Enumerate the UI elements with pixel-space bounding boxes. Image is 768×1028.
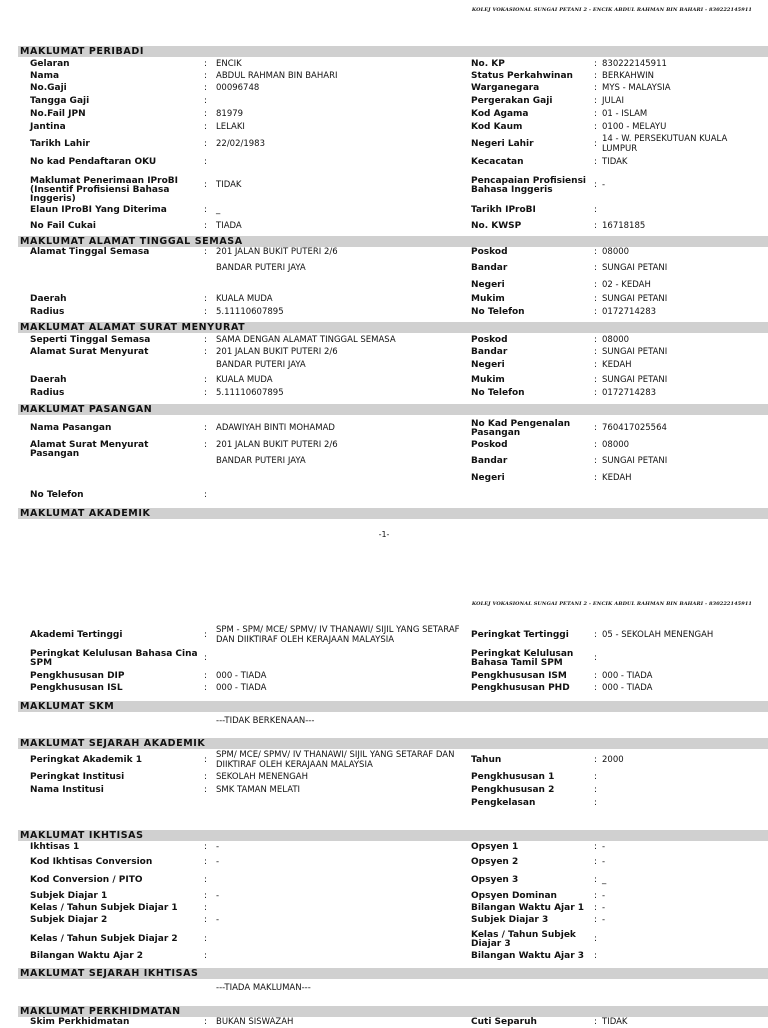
colon: : [594, 388, 598, 398]
colon: : [204, 903, 208, 913]
colon: : [204, 772, 208, 782]
field-value: 00096748 [216, 83, 260, 93]
field-value: - [216, 915, 220, 925]
field-value: BANDAR PUTERI JAYA [216, 360, 306, 370]
colon: : [204, 755, 208, 765]
colon: : [204, 891, 208, 901]
field-label: Jantina [30, 122, 66, 132]
field-value: 14 - W. PERSEKUTUAN KUALA LUMPUR [602, 134, 728, 154]
field-value: 2000 [602, 755, 624, 765]
colon: : [204, 139, 208, 149]
field-label: Nama Institusi [30, 785, 104, 795]
field-value: 000 - TIADA [216, 683, 267, 693]
section-sejarah-akademik: MAKLUMAT SEJARAH AKADEMIK [18, 738, 768, 749]
field-label: Kelas / Tahun Subjek Diajar 3 [471, 929, 576, 949]
colon: : [204, 221, 208, 231]
field-label: Opsyen Dominan [471, 891, 557, 901]
colon: : [594, 375, 598, 385]
colon: : [594, 347, 598, 357]
field-value: JULAI [602, 96, 624, 106]
section-alamat-tinggal: MAKLUMAT ALAMAT TINGGAL SEMASA [18, 236, 768, 247]
colon: : [594, 798, 598, 808]
colon: : [594, 247, 598, 257]
field-label: Gelaran [30, 59, 70, 69]
field-label: Kelas / Tahun Subjek Diajar 2 [30, 934, 178, 944]
field-label: Bilangan Waktu Ajar 3 [471, 951, 585, 961]
colon: : [594, 221, 598, 231]
colon: : [204, 122, 208, 132]
field-value: TIDAK [216, 180, 242, 190]
field-label: Elaun IProBI Yang Diterima [30, 205, 167, 215]
field-label: Peringkat Kelulusan Bahasa Cina SPM [30, 648, 198, 668]
field-value: 05 - SEKOLAH MENENGAH [602, 630, 714, 640]
colon: : [594, 423, 598, 433]
colon: : [204, 180, 208, 190]
colon: : [594, 59, 598, 69]
colon: : [594, 934, 598, 944]
field-value: KUALA MUDA [216, 294, 273, 304]
section-peribadi: MAKLUMAT PERIBADI [18, 46, 768, 57]
colon: : [594, 294, 598, 304]
colon: : [204, 59, 208, 69]
field-value: TIDAK [602, 1017, 628, 1027]
field-label: Pengkhususan ISM [471, 671, 567, 681]
field-label: No Telefon [471, 307, 525, 317]
field-label: Alamat Tinggal Semasa [30, 247, 150, 257]
colon: : [594, 96, 598, 106]
field-label: Pengkhususan 2 [471, 785, 555, 795]
field-label: Radius [30, 307, 65, 317]
field-label: Negeri Lahir [471, 139, 534, 149]
field-label: Mukim [471, 375, 505, 385]
field-label: Daerah [30, 375, 67, 385]
field-value: 08000 [602, 440, 630, 450]
field-label: Pencapaian Profisiensi Bahasa Inggeris [471, 175, 587, 195]
field-label: Daerah [30, 294, 67, 304]
field-label: Subjek Diajar 2 [30, 915, 108, 925]
section-sejarah-ikhtisas: MAKLUMAT SEJARAH IKHTISAS [18, 968, 768, 979]
field-value: BERKAHWIN [602, 71, 655, 81]
field-label: Pengkhususan DIP [30, 671, 125, 681]
field-value: - [602, 903, 606, 913]
field-label: Opsyen 1 [471, 842, 519, 852]
field-value: SUNGAI PETANI [602, 294, 668, 304]
field-label: Ikhtisas 1 [30, 842, 80, 852]
colon: : [594, 755, 598, 765]
colon: : [594, 903, 598, 913]
field-label: Maklumat Penerimaan IProBI (Insentif Profisiensi Bahasa Inggeris) [30, 175, 178, 204]
colon: : [594, 205, 598, 215]
field-label: Bilangan Waktu Ajar 1 [471, 903, 585, 913]
colon: : [594, 785, 598, 795]
field-label: Tarikh IProBI [471, 205, 536, 215]
colon: : [594, 109, 598, 119]
field-value: 5.11110607895 [216, 388, 284, 398]
colon: : [204, 630, 208, 640]
colon: : [204, 205, 208, 215]
colon: : [594, 456, 598, 466]
field-label: Opsyen 3 [471, 875, 519, 885]
field-label: Bandar [471, 347, 508, 357]
field-label: No. KWSP [471, 221, 522, 231]
page-number: -1- [378, 530, 390, 539]
field-value: 81979 [216, 109, 244, 119]
colon: : [204, 934, 208, 944]
colon: : [594, 122, 598, 132]
field-value: 01 - ISLAM [602, 109, 648, 119]
field-label: Kod Kaum [471, 122, 523, 132]
colon: : [204, 375, 208, 385]
field-value: SAMA DENGAN ALAMAT TINGGAL SEMASA [216, 335, 396, 345]
colon: : [204, 915, 208, 925]
field-label: Pengkhususan PHD [471, 683, 570, 693]
colon: : [204, 335, 208, 345]
field-label: No.Fail JPN [30, 109, 86, 119]
field-label: No Kad Pengenalan Pasangan [471, 418, 571, 438]
field-label: Negeri [471, 280, 505, 290]
page-header: KOLEJ VOKASIONAL SUNGAI PETANI 2 - ENCIK ABDUL RAHMAN BIN BAHARI - 830222145911 [471, 7, 752, 13]
section-perkhidmatan: MAKLUMAT PERKHIDMATAN [18, 1006, 768, 1017]
section-pasangan: MAKLUMAT PASANGAN [18, 404, 768, 415]
colon: : [594, 857, 598, 867]
field-label: Pergerakan Gaji [471, 96, 553, 106]
field-value: SPM/ MCE/ SPMV/ IV THANAWI/ SIJIL YANG SETARAF DAN DIIKTIRAF OLEH KERAJAAN MALAYSIA [216, 750, 455, 770]
colon: : [594, 180, 598, 190]
section-akademik: MAKLUMAT AKADEMIK [18, 508, 768, 519]
colon: : [594, 772, 598, 782]
field-value: SPM - SPM/ MCE/ SPMV/ IV THANAWI/ SIJIL YANG SETARAF DAN DIIKTIRAF OLEH KERAJAAN MALAYSIA [216, 625, 460, 645]
field-label: Bandar [471, 263, 508, 273]
field-value: BANDAR PUTERI JAYA [216, 263, 306, 273]
field-label: Bilangan Waktu Ajar 2 [30, 951, 144, 961]
colon: : [204, 109, 208, 119]
colon: : [594, 71, 598, 81]
section-skm: MAKLUMAT SKM [18, 701, 768, 712]
field-label: Pengkhususan ISL [30, 683, 123, 693]
colon: : [204, 388, 208, 398]
colon: : [594, 360, 598, 370]
field-label: Nama Pasangan [30, 423, 112, 433]
field-value: - [602, 842, 606, 852]
field-label: Mukim [471, 294, 505, 304]
colon: : [594, 473, 598, 483]
field-label: Kelas / Tahun Subjek Diajar 1 [30, 903, 178, 913]
colon: : [204, 83, 208, 93]
field-value: 22/02/1983 [216, 139, 265, 149]
colon: : [204, 247, 208, 257]
colon: : [204, 857, 208, 867]
colon: : [204, 71, 208, 81]
field-value: _ [216, 205, 221, 215]
field-label: Nama [30, 71, 60, 81]
colon: : [594, 683, 598, 693]
field-label: Peringkat Institusi [30, 772, 125, 782]
field-value: 0172714283 [602, 307, 657, 317]
page-header-2: KOLEJ VOKASIONAL SUNGAI PETANI 2 - ENCIK ABDUL RAHMAN BIN BAHARI - 830222145911 [471, 601, 752, 607]
field-value: 16718185 [602, 221, 646, 231]
field-label: No Telefon [471, 388, 525, 398]
field-value: 08000 [602, 335, 630, 345]
field-label: Seperti Tinggal Semasa [30, 335, 151, 345]
section-alamat-surat: MAKLUMAT ALAMAT SURAT MENYURAT [18, 322, 768, 333]
field-value: - [602, 180, 606, 190]
field-value: 000 - TIADA [602, 683, 653, 693]
field-label: Pengkelasan [471, 798, 536, 808]
field-label: Kod Ikhtisas Conversion [30, 857, 153, 867]
field-label: No kad Pendaftaran OKU [30, 157, 157, 167]
field-label: Akademi Tertinggi [30, 630, 123, 640]
colon: : [594, 951, 598, 961]
field-value: 5.11110607895 [216, 307, 284, 317]
field-value: 000 - TIADA [216, 671, 267, 681]
colon: : [594, 263, 598, 273]
colon: : [204, 423, 208, 433]
field-label: Poskod [471, 335, 508, 345]
field-label: No Telefon [30, 490, 84, 500]
colon: : [204, 307, 208, 317]
field-value: 201 JALAN BUKIT PUTERI 2/6 [216, 347, 338, 357]
colon: : [204, 96, 208, 106]
field-label: Opsyen 2 [471, 857, 519, 867]
colon: : [594, 875, 598, 885]
field-value: 02 - KEDAH [602, 280, 651, 290]
field-value: - [602, 857, 606, 867]
field-value: SMK TAMAN MELATI [216, 785, 301, 795]
field-label: Kecacatan [471, 157, 524, 167]
field-value: 760417025564 [602, 423, 667, 433]
colon: : [204, 490, 208, 500]
field-value: KEDAH [602, 360, 632, 370]
colon: : [594, 157, 598, 167]
field-value: BANDAR PUTERI JAYA [216, 456, 306, 466]
field-value: BUKAN SISWAZAH [216, 1017, 294, 1027]
field-label: Kod Conversion / PITO [30, 875, 143, 885]
field-label: Peringkat Akademik 1 [30, 755, 142, 765]
field-value: - [216, 857, 220, 867]
field-label: No Fail Cukai [30, 221, 97, 231]
colon: : [204, 653, 208, 663]
colon: : [204, 875, 208, 885]
field-label: Pengkhususan 1 [471, 772, 555, 782]
field-label: Tangga Gaji [30, 96, 90, 106]
field-value: SUNGAI PETANI [602, 263, 668, 273]
colon: : [204, 294, 208, 304]
field-value: ENCIK [216, 59, 242, 69]
field-value: _ [602, 875, 607, 885]
colon: : [594, 440, 598, 450]
colon: : [204, 347, 208, 357]
colon: : [594, 671, 598, 681]
field-value: - [602, 915, 606, 925]
field-label: Peringkat Tertinggi [471, 630, 569, 640]
field-label: Bandar [471, 456, 508, 466]
field-value: ADAWIYAH BINTI MOHAMAD [216, 423, 335, 433]
field-label: Poskod [471, 247, 508, 257]
field-label: Warganegara [471, 83, 540, 93]
field-value: LELAKI [216, 122, 245, 132]
colon: : [594, 83, 598, 93]
colon: : [594, 630, 598, 640]
field-value: ABDUL RAHMAN BIN BAHARI [216, 71, 338, 81]
field-label: Peringkat Kelulusan Bahasa Tamil SPM [471, 648, 574, 668]
colon: : [594, 653, 598, 663]
colon: : [204, 440, 208, 450]
colon: : [594, 335, 598, 345]
field-value: - [216, 891, 220, 901]
field-value: 201 JALAN BUKIT PUTERI 2/6 [216, 440, 338, 450]
field-value: 08000 [602, 247, 630, 257]
field-value: TIDAK [602, 157, 628, 167]
field-value: KEDAH [602, 473, 632, 483]
colon: : [204, 1017, 208, 1027]
colon: : [204, 951, 208, 961]
field-value: 0100 - MELAYU [602, 122, 667, 132]
skm-note: ---TIDAK BERKENAAN--- [216, 716, 315, 726]
field-label: Negeri [471, 473, 505, 483]
colon: : [594, 280, 598, 290]
field-label: Negeri [471, 360, 505, 370]
field-value: - [216, 842, 220, 852]
field-label: Radius [30, 388, 65, 398]
field-value: 830222145911 [602, 59, 667, 69]
colon: : [594, 307, 598, 317]
field-value: - [602, 891, 606, 901]
field-label: Tahun [471, 755, 502, 765]
field-value: MYS - MALAYSIA [602, 83, 671, 93]
colon: : [204, 785, 208, 795]
colon: : [594, 139, 598, 149]
colon: : [204, 842, 208, 852]
sejarah-ikhtisas-note: ---TIADA MAKLUMAN--- [216, 983, 311, 993]
field-value: KUALA MUDA [216, 375, 273, 385]
field-value: 0172714283 [602, 388, 657, 398]
field-value: TIADA [216, 221, 242, 231]
colon: : [204, 157, 208, 167]
field-label: Status Perkahwinan [471, 71, 573, 81]
colon: : [594, 915, 598, 925]
field-label: Tarikh Lahir [30, 139, 90, 149]
field-label: Kod Agama [471, 109, 529, 119]
field-value: 201 JALAN BUKIT PUTERI 2/6 [216, 247, 338, 257]
colon: : [594, 891, 598, 901]
colon: : [594, 842, 598, 852]
field-value: SEKOLAH MENENGAH [216, 772, 308, 782]
field-label: Alamat Surat Menyurat [30, 347, 149, 357]
field-label: No.Gaji [30, 83, 67, 93]
colon: : [204, 683, 208, 693]
field-label: No. KP [471, 59, 505, 69]
colon: : [594, 1017, 598, 1027]
field-label: Poskod [471, 440, 508, 450]
field-value: SUNGAI PETANI [602, 456, 668, 466]
field-value: SUNGAI PETANI [602, 375, 668, 385]
section-ikhtisas: MAKLUMAT IKHTISAS [18, 830, 768, 841]
field-label: Alamat Surat Menyurat Pasangan [30, 440, 149, 459]
field-label: Subjek Diajar 3 [471, 915, 549, 925]
field-label: Skim Perkhidmatan [30, 1017, 130, 1027]
field-value: SUNGAI PETANI [602, 347, 668, 357]
field-value: 000 - TIADA [602, 671, 653, 681]
colon: : [204, 671, 208, 681]
field-label: Cuti Separuh [471, 1017, 537, 1027]
field-label: Subjek Diajar 1 [30, 891, 108, 901]
